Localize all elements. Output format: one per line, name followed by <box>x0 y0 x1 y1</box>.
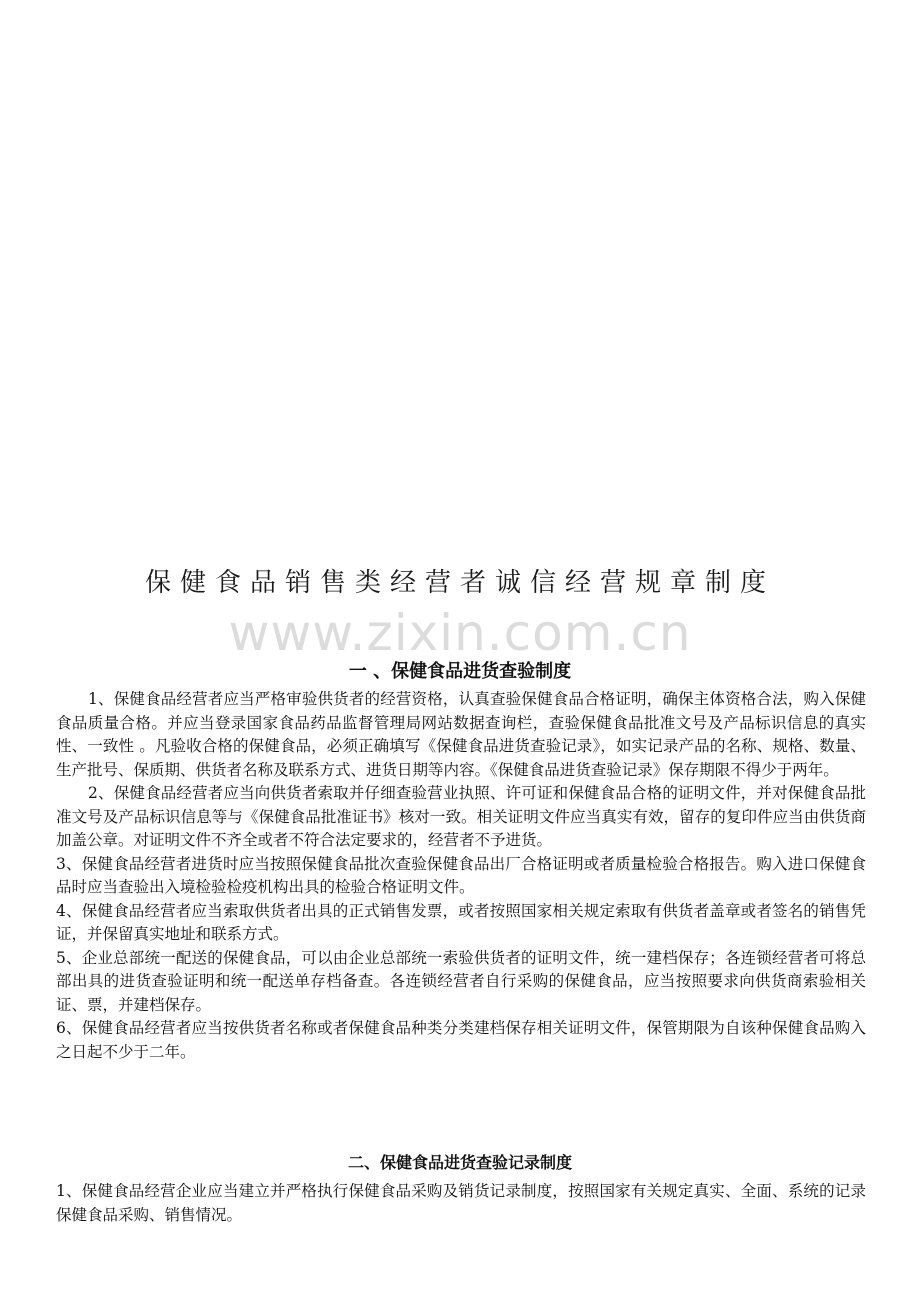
document-title: 保健食品销售类经营者诚信经营规章制度 <box>144 568 775 598</box>
section-1-paragraph-1: 1、保健食品经营者应当严格审验供货者的经营资格，认真查验保健食品合格证明，确保主体资格合法，购入保健食品质量合格。并应当登录国家食品药品监督管理局网站数据查询栏，查验保健食品批准文号及产品标识信息的真实性、一致性 。凡验收合格的保健食品，必须正确填写《保健食品进货查验记录》，如实记录产品的名称、规格、数量、生产批号、保质期、供货者名称及联系方式、进货日期等内容。《保健食品进货查验记录》保存期限不得少于两年。 <box>56 690 866 779</box>
section-2-heading: 二、保健食品进货查验记录制度 <box>347 1153 572 1172</box>
section-1-paragraph-6: 6、保健食品经营者应当按供货者名称或者保健食品种类分类建档保存相关证明文件，保管期限为自该种保健食品购入之日起不少于二年。 <box>56 1019 866 1061</box>
section-1-paragraph-2: 2、保健食品经营者应当向供货者索取并仔细查验营业执照、许可证和保健食品合格的证明文件，并对保健食品批准文号及产品标识信息等与《保健食品批准证书》核对一致。相关证明文件应当真实有效，留存的复印件应当由供货商加盖公章。对证明文件不齐全或者不符合法定要求的，经营者不予进货。 <box>56 784 866 849</box>
watermark: www.zixin.com.cn <box>228 604 692 662</box>
section-1-body <box>56 688 866 1064</box>
section-2-paragraph-1: 1、保健食品经营企业应当建立并严格执行保健食品采购及销货记录制度，按照国家有关规定真实、全面、系统的记录保健食品采购、销售情况。 <box>56 1182 866 1224</box>
section-1-heading: 一 、保健食品进货查验制度 <box>348 661 572 682</box>
section-2-body <box>56 1180 866 1227</box>
section-1-paragraph-5: 5、企业总部统一配送的保健食品，可以由企业总部统一索验供货者的证明文件，统一建档保存；各连锁经营者可将总部出具的进货查验证明和统一配送单存档备查。各连锁经营者自行采购的保健食品，应当按照要求向供货商索验相关证、票，并建档保存。 <box>56 948 866 1014</box>
section-1-paragraph-3: 3、保健食品经营者进货时应当按照保健食品批次查验保健食品出厂合格证明或者质量检验合格报告。购入进口保健食品时应当查验出入境检验检疫机构出具的检验合格证明文件。 <box>56 854 866 896</box>
section-1-paragraph-4: 4、保健食品经营者应当索取供货者出具的正式销售发票，或者按照国家相关规定索取有供货者盖章或者签名的销售凭证，并保留真实地址和联系方式。 <box>56 901 866 943</box>
